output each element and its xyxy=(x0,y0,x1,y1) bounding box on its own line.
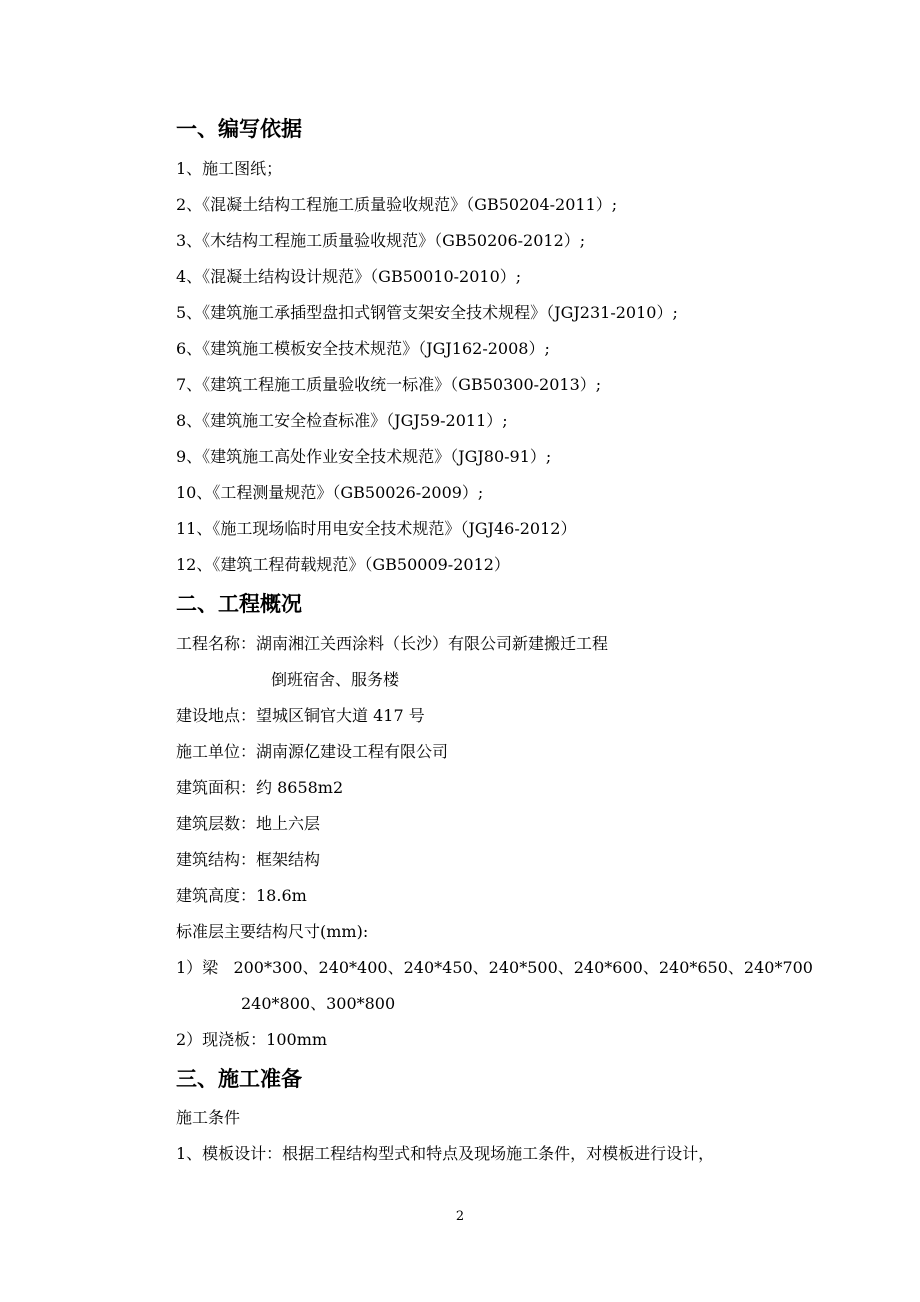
dimensions-title: 标准层主要结构尺寸(mm): xyxy=(176,922,369,941)
section-heading-basis: 一、编写依据 xyxy=(176,117,302,141)
basis-item: 2、《混凝土结构工程施工质量验收规范》（GB50204-2011）; xyxy=(176,195,618,214)
slab-thickness: 2）现浇板：100mm xyxy=(176,1030,328,1049)
section-heading-overview: 二、工程概况 xyxy=(176,592,302,616)
project-contractor: 施工单位：湖南源亿建设工程有限公司 xyxy=(176,742,449,761)
prep-item: 1、模板设计：根据工程结构型式和特点及现场施工条件，对模板进行设计， xyxy=(176,1144,715,1163)
section-heading-prep: 三、施工准备 xyxy=(176,1067,302,1091)
project-location: 建设地点：望城区铜官大道 417 号 xyxy=(176,706,425,725)
basis-item: 12、《建筑工程荷载规范》（GB50009-2012） xyxy=(176,555,510,574)
project-name: 工程名称：湖南湘江关西涂料（长沙）有限公司新建搬迁工程 xyxy=(176,634,609,653)
project-structure: 建筑结构：框架结构 xyxy=(176,850,321,869)
project-floors: 建筑层数：地上六层 xyxy=(176,814,321,833)
basis-item: 8、《建筑施工安全检查标准》（JGJ59-2011）; xyxy=(176,411,508,430)
basis-item: 11、《施工现场临时用电安全技术规范》（JGJ46-2012） xyxy=(176,519,577,538)
project-area: 建筑面积：约 8658m2 xyxy=(176,778,344,797)
basis-item: 10、《工程测量规范》（GB50026-2009）; xyxy=(176,483,484,502)
basis-item: 1、施工图纸； xyxy=(176,159,283,178)
basis-item: 7、《建筑工程施工质量验收统一标准》（GB50300-2013）; xyxy=(176,375,602,394)
basis-item: 5、《建筑施工承插型盘扣式钢管支架安全技术规程》（JGJ231-2010）; xyxy=(176,303,678,322)
beam-sizes: 1）梁 200*300、240*400、240*450、240*500、240*600、240*650、240*700 xyxy=(176,958,813,977)
beam-sizes-cont: 240*800、300*800 xyxy=(241,994,396,1013)
project-height: 建筑高度：18.6m xyxy=(176,886,307,905)
page-number: 2 xyxy=(455,1209,465,1224)
basis-item: 9、《建筑施工高处作业安全技术规范》（JGJ80-91）; xyxy=(176,447,552,466)
basis-item: 3、《木结构工程施工质量验收规范》（GB50206-2012）; xyxy=(176,231,586,250)
basis-item: 4、《混凝土结构设计规范》（GB50010-2010）; xyxy=(176,267,522,286)
project-name-cont: 倒班宿舍、服务楼 xyxy=(271,670,400,689)
basis-item: 6、《建筑施工模板安全技术规范》（JGJ162-2008）; xyxy=(176,339,550,358)
prep-subheading: 施工条件 xyxy=(176,1108,241,1127)
